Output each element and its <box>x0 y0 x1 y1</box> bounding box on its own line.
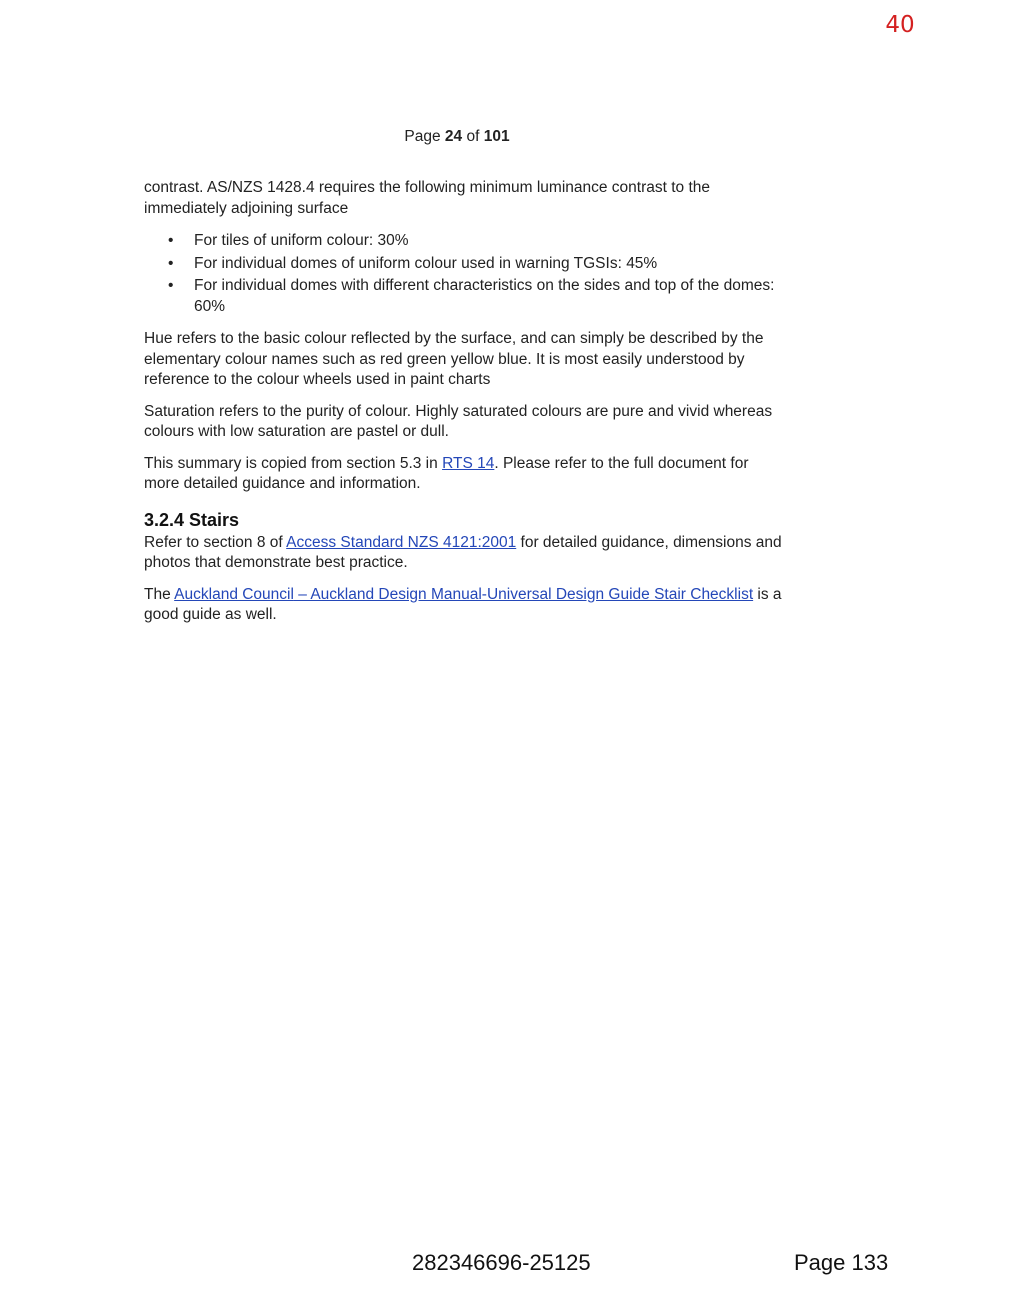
bullet-icon: • <box>168 254 174 272</box>
summary-paragraph <box>144 454 784 495</box>
auckland-council-link[interactable]: Auckland Council <box>174 585 294 603</box>
stairs-heading: 3.2.4 Stairs <box>144 509 240 530</box>
page-header-current: 24 <box>444 128 463 145</box>
page-header-middle: of <box>462 128 484 145</box>
hue-paragraph: Hue refers to the basic colour reflected by the surface, and can simply be described by the elementary colour names such as red green yellow blue. It is most easily understood by reference to the colour wheels used in paint charts <box>144 330 764 388</box>
page-header-prefix: Page <box>404 128 445 145</box>
footer-document-code: 282346696-25125 <box>412 1250 591 1275</box>
list-item <box>144 276 784 317</box>
stairs-refer-paragraph <box>144 533 784 574</box>
list-item <box>144 231 784 252</box>
stairs-guide-after: is a good guide as well. <box>144 585 782 623</box>
list-item <box>144 254 784 275</box>
list-item-text: For tiles of uniform colour: 30% <box>194 232 409 249</box>
page-header-total: 101 <box>483 128 510 145</box>
stairs-refer-before: Refer to section 8 of <box>144 533 287 551</box>
stamp-page-number: 40 <box>885 12 915 38</box>
bullet-icon: • <box>168 277 174 294</box>
design-manual-stair-checklist-link[interactable]: – Auckland Design Manual-Universal Design Guide Stair Checklist <box>293 585 754 603</box>
summary-text-after: . Please refer to the full document for more detailed guidance and information. <box>144 454 749 492</box>
list-item-text: For individual domes with different characteristics on the sides and top of the domes: 60% <box>194 277 775 315</box>
saturation-paragraph: Saturation refers to the purity of colour. Highly saturated colours are pure and vivid whereas colours with low saturation are pastel or dull. <box>144 402 773 440</box>
rts-14-link[interactable]: RTS 14 <box>442 454 495 472</box>
intro-paragraph: contrast. AS/NZS 1428.4 requires the following minimum luminance contrast to the immediately adjoining surface <box>144 179 711 217</box>
stairs-guide-paragraph <box>144 585 784 626</box>
access-standard-link[interactable]: Access Standard NZS 4121:2001 <box>286 533 517 551</box>
bullet-icon: • <box>168 232 174 249</box>
summary-text-before: This summary is copied from section 5.3 in <box>144 454 443 472</box>
page-header <box>0 128 914 146</box>
stairs-refer-after: for detailed guidance, dimensions and photos that demonstrate best practice. <box>144 533 782 571</box>
contrast-requirements-list <box>144 231 784 317</box>
footer-page-label: Page 133 <box>794 1250 889 1275</box>
stairs-guide-before: The <box>144 585 175 603</box>
list-item-text: For individual domes of uniform colour used in warning TGSIs: 45% <box>194 254 658 272</box>
document-body <box>144 178 784 637</box>
